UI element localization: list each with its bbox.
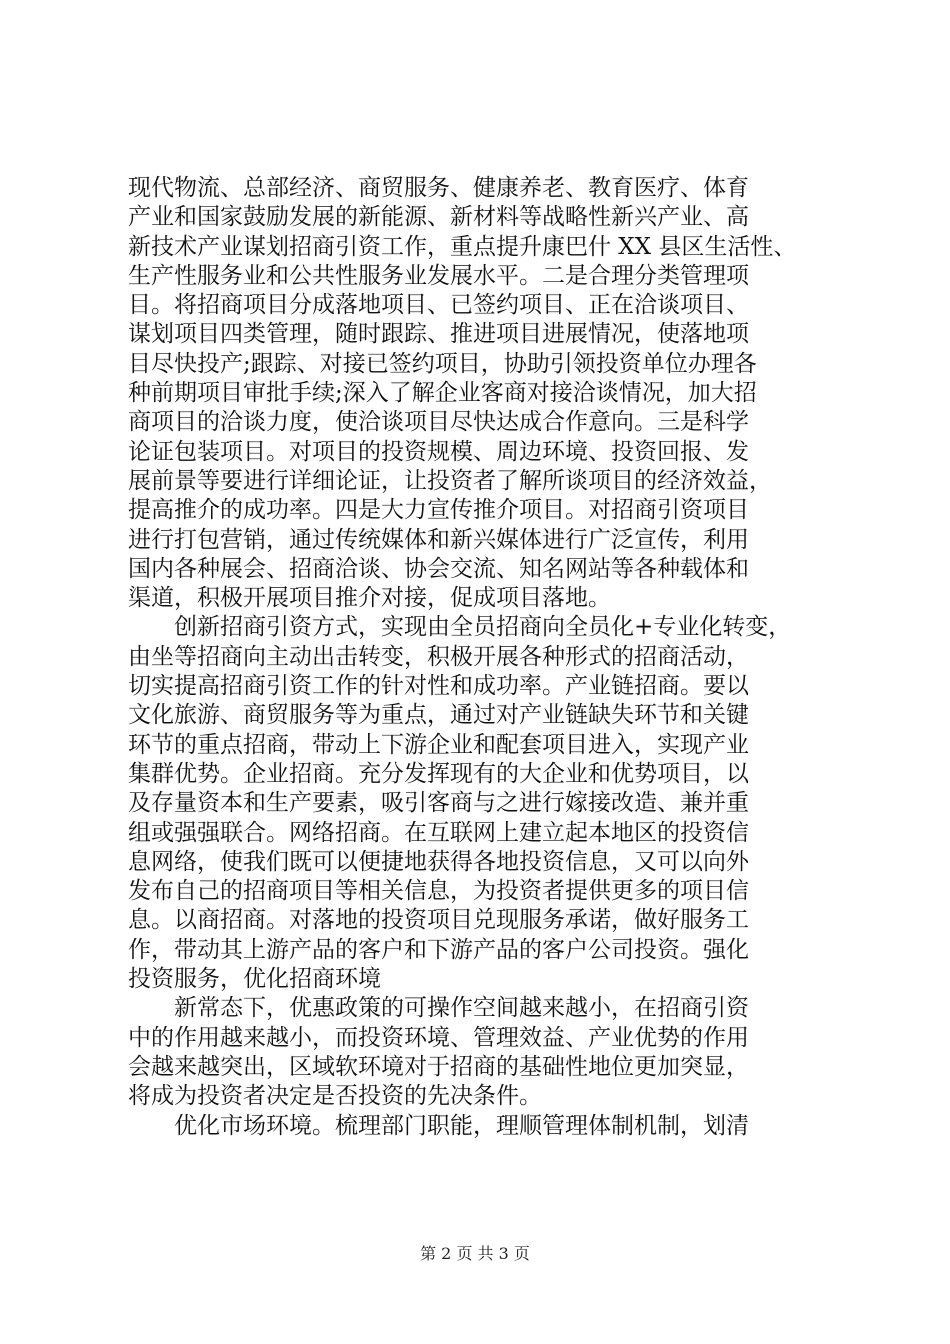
text-line: 投资服务，优化招商环境 [128,966,381,993]
text-line: 切实提高招商引资工作的针对性和成功率。产业链招商。要以 [128,673,749,700]
text-line: 息网络，使我们既可以便捷地获得各地投资信息，又可以向外 [128,848,749,875]
document-body [128,174,832,1141]
text-line: 息。以商招商。对落地的投资项目兑现服务承诺，做好服务工 [128,907,749,934]
text-line: 中的作用越来越小，而投资环境、管理效益、产业优势的作用 [128,1024,749,1051]
text-line: 文化旅游、商贸服务等为重点，通过对产业链缺失环节和关键 [128,702,749,729]
text-line: 作，带动其上游产品的客户和下游产品的客户公司投资。强化 [128,936,749,963]
text-line: 国内各种展会、招商洽谈、协会交流、知名网站等各种载体和 [128,555,749,582]
text-line: 提高推介的成功率。四是大力宣传推介项目。对招商引资项目 [128,497,749,524]
text-line: 将成为投资者决定是否投资的先决条件。 [128,1083,542,1110]
text-line: 目。将招商项目分成落地项目、已签约项目、正在洽谈项目、 [128,292,749,319]
text-line: 展前景等要进行详细论证，让投资者了解所谈项目的经济效益， [128,467,772,494]
text-line: 发布自己的招商项目等相关信息，为投资者提供更多的项目信 [128,878,749,905]
text-line: 目尽快投产;跟踪、对接已签约项目，协助引领投资单位办理各 [128,350,757,377]
text-line: 渠道，积极开展项目推介对接，促成项目落地。 [128,585,611,612]
text-line: 集群优势。企业招商。充分发挥现有的大企业和优势项目，以 [128,760,749,787]
text-line: 论证包装项目。对项目的投资规模、周边环境、投资回报、发 [128,438,749,465]
text-line: 新常态下，优惠政策的可操作空间越来越小，在招商引资 [174,995,749,1022]
text-line: 种前期项目审批手续;深入了解企业客商对接洽谈情况，加大招 [128,380,757,407]
text-line: 会越来越突出，区域软环境对于招商的基础性地位更加突显， [128,1053,749,1080]
text-line: 优化市场环境。梳理部门职能，理顺管理体制机制，划清 [174,1112,749,1139]
text-line: 环节的重点招商，带动上下游企业和配套项目进入，实现产业 [128,731,749,758]
text-line: 及存量资本和生产要素，吸引客商与之进行嫁接改造、兼并重 [128,790,749,817]
text-line: 组或强强联合。网络招商。在互联网上建立起本地区的投资信 [128,819,749,846]
text-line: 现代物流、总部经济、商贸服务、健康养老、教育医疗、体育 [128,175,749,201]
text-line: 新技术产业谋划招商引资工作，重点提升康巴什 XX 县区生活性、 [128,233,797,260]
text-line: 进行打包营销，通过传统媒体和新兴媒体进行广泛宣传，利用 [128,526,749,553]
text-line: 由坐等招商向主动出击转变，积极开展各种形式的招商活动， [128,643,749,670]
text-line: 创新招商引资方式，实现由全员招商向全员化+专业化转变， [174,614,792,641]
text-line: 商项目的洽谈力度，使洽谈项目尽快达成合作意向。三是科学 [128,409,749,436]
text-line: 生产性服务业和公共性服务业发展水平。二是合理分类管理项 [128,262,749,289]
text-line: 产业和国家鼓励发展的新能源、新材料等战略性新兴产业、高 [128,204,749,231]
text-line: 谋划项目四类管理，随时跟踪、推进项目进展情况，使落地项 [128,321,749,348]
page-footer: 第 2 页 共 3 页 [420,1244,530,1263]
